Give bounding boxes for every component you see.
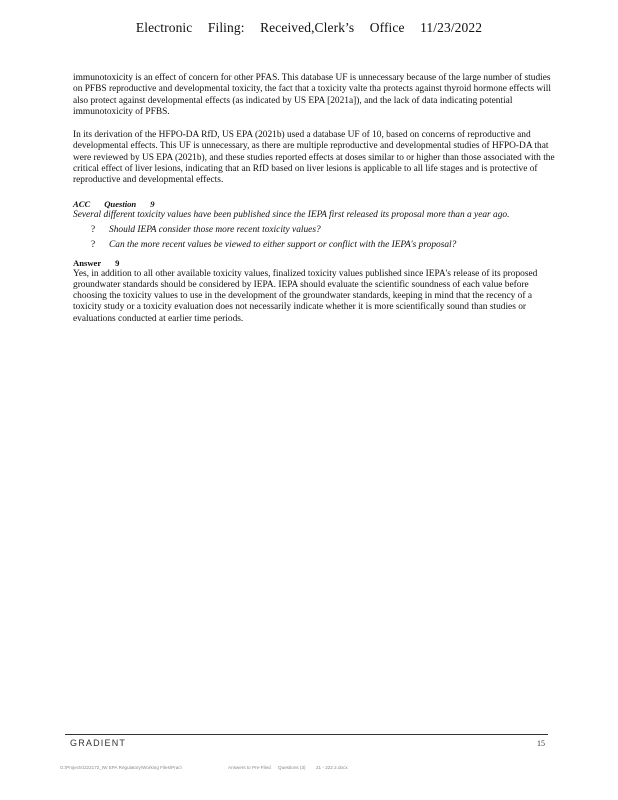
subquestion-item	[91, 225, 558, 236]
body-paragraph: immunotoxicity is an effect of concern for other PFAS. This database UF is unnecessary because of the large number of studies on PFBS reproductive and developmental toxicity, the fact that a toxicity valte tha protects against thyroid hormone effects will also protect against developmental effects (as indicated by US EPA [2021a]), and the lack of data indicating potential immunotoxicity of PFBS.	[73, 73, 552, 117]
filing-header-date: 11/23/2022	[420, 20, 483, 35]
subquestion-item	[91, 240, 558, 251]
answer-text: Yes, in addition to all other available toxicity values, finalized toxicity values published since IEPA's release of its proposed groundwater standards should be considered by IEPA. IEPA should evaluate the scientific soundness of each value before choosing the toxicity values to use in the development of the groundwater standards, keeping in mind that the recency of a toxicity study or a toxicity evaluation does not necessarily indicate whether it is more scientifically sound than studies or evaluations conducted at earlier time periods.	[73, 268, 538, 324]
footer-rule	[65, 734, 548, 735]
document-body	[73, 73, 558, 325]
page-number: 15	[537, 739, 545, 748]
filing-header-word: Electronic	[135, 20, 193, 35]
subquestion-text: Should IEPA consider those more recent toxicity values?	[109, 224, 321, 235]
question-heading	[73, 199, 558, 210]
question-label: ACC	[73, 198, 91, 209]
footer-doc-date: 21 - 222 2.docx	[316, 765, 348, 770]
answer-label: Answer	[73, 257, 102, 268]
footer-doc-title: Answers to Pre-Filed	[228, 765, 271, 770]
filing-header-word: Filing:	[207, 20, 245, 35]
subquestion-text: Can the more recent values be viewed to either support or conflict with the IEPA's proposal?	[109, 240, 457, 251]
footer-doc-subtitle: Questions (3)	[278, 765, 306, 770]
gradient-logo: GRADIENT	[70, 738, 127, 748]
subquestion-bullet: ?	[91, 224, 96, 235]
answer-number: 9	[115, 257, 120, 268]
question-number: 9	[150, 198, 155, 209]
question-word: Question	[104, 198, 137, 209]
body-paragraph: In its derivation of the HFPO-DA RfD, US EPA (2021b) used a database UF of 10, based on concerns of reproductive and developmental effects. This UF is unnecessary, as there are multiple reproductive and developmental studies of HFPO-DA that were reviewed by US EPA (2021b), and these studies reported effects at doses similar to or higher than those associated with the critical effect of liver lesions, indicating that an RfD based on liver lesions is applicable to all life stages and is protective of reproductive and developmental effects.	[73, 130, 555, 186]
filing-header-word: Office	[369, 20, 405, 35]
filing-header-word: Received,Clerk’s	[260, 20, 355, 35]
answer-heading	[73, 258, 558, 269]
subquestion-bullet: ?	[91, 240, 96, 251]
filing-header	[0, 20, 618, 36]
footer-file-path: G:\Projects\222172_IW EPA Regulatory\Working Files\Prac\	[60, 765, 182, 770]
question-text: Several different toxicity values have been published since the IEPA first released its proposal more than a year ago.	[73, 209, 510, 220]
